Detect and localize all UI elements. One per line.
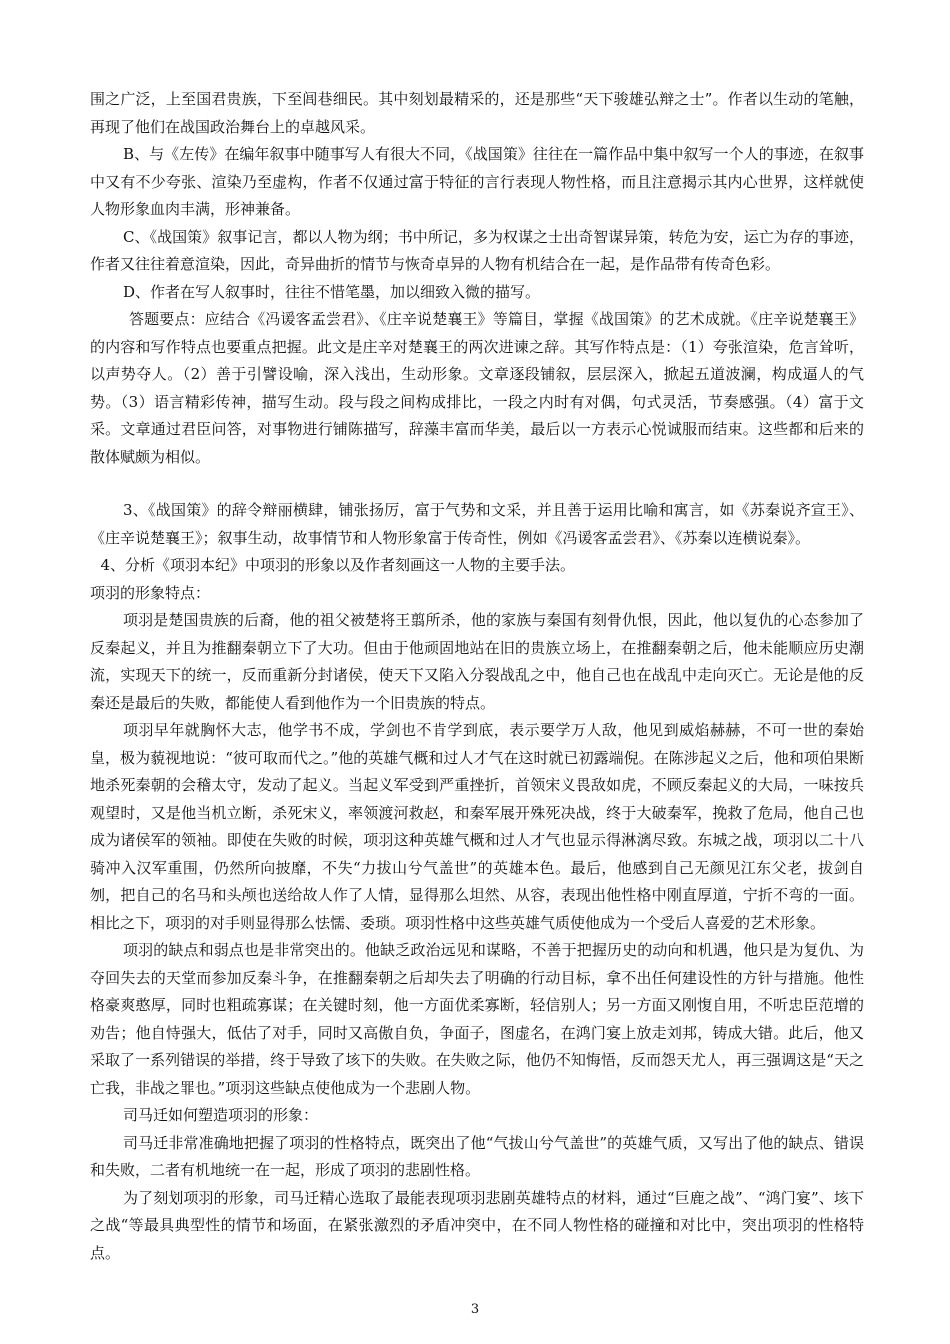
paragraph-sima-qian-material: 为了刻划项羽的形象，司马迁精心选取了最能表现项羽悲剧英雄特点的材料，通过“巨鹿之战”、“鸿门宴”、垓下之战“等最具典型性的情节和场面，在紧张激烈的矛盾冲突中，在不同人物性格的碰撞和对比中，突出项羽的性格特点。 — [90, 1188, 864, 1262]
paragraph-option-d: D、作者在写人叙事时，往往不惜笔墨，加以细致入微的描写。 — [123, 282, 541, 301]
page-number: 3 — [470, 1302, 480, 1317]
paragraph-question-4: 4、分析《项羽本纪》中项羽的形象以及作者刻画这一人物的主要手法。 — [100, 556, 576, 574]
paragraph-option-c: C、《战国策》叙事记言，都以人物为纲；书中所记，多为权谋之士出奇智谋异策，转危为安，运亡为存的事迹，作者又往往着意渲染，因此，奇异曲折的情节与恢奇卓异的人物有机结合在一起，是作品带有传奇色彩。 — [90, 227, 864, 273]
paragraph-gap — [90, 471, 864, 497]
paragraph-xiangyu-flaws: 项羽的缺点和弱点也是非常突出的。他缺乏政治远见和谋略，不善于把握历史的动向和机遇，他只是为复仇、为夺回失去的天堂而参加反秦斗争，在推翻秦朝之后却失去了明确的行动目标，拿不出任何建设性的方针与措施。他性格豪爽憨厚，同时也粗疏寡谋；在关键时刻，他一方面优柔寡断，轻信别人；另一方面又刚愎自用，不听忠臣范增的劝告；他自恃强大，低估了对手，同时又高傲自负，争面子，图虚名，在鸿门宴上放走刘邦，铸成大错。此后，他又采取了一系列错误的举措，终于导致了垓下的失败。在失败之际，他仍不知悔悟，反而怨天尤人，再三强调这是“天之亡我，非战之罪也。”项羽这些缺点使他成为一个悲剧人物。 — [90, 941, 864, 1097]
heading-xiangyu-traits: 项羽的形象特点： — [90, 583, 211, 602]
paragraph-xiangyu-heroism: 项羽早年就胸怀大志，他学书不成，学剑也不肯学到底，表示要学万人敌，他见到威焰赫赫，不可一世的秦始皇，极为藐视地说：“彼可取而代之。”他的英雄气概和过人才气在这时就已初露端倪。在陈涉起义之后，他和项伯果断地杀死秦朝的会稽太守，发动了起义。当起义军受到严重挫折，首领宋义畏敌如虎，不顾反秦起义的大局，一味按兵观望时，又是他当机立断，杀死宋义，率领渡河救赵，和秦军展开殊死决战，终于大破秦军，挽救了危局，他自己也成为诸侯军的领袖。即使在失败的时候，项羽这种英雄气概和过人才气也显示得淋漓尽致。东城之战，项羽以二十八骑冲入汉军重围，仍然所向披靡，不失“力拔山兮气盖世”的英雄本色。最后，他感到自己无颜见江东父老，拔剑自刎，把自己的名马和头颅也送给故人作了人情，显得那么坦然、从容，表现出他性格中刚直厚道，宁折不弯的一面。相比之下，项羽的对手则显得那么怯懦、委琐。项羽性格中这些英雄气质使他成为一个受后人喜爱的艺术形象。 — [90, 721, 864, 932]
paragraph-1: 围之广泛，上至国君贵族，下至闾巷细民。其中刻划最精采的，还是那些“天下骏雄弘辩之士”。作者以生动的笔触，再现了他们在战国政治舞台上的卓越风采。 — [90, 90, 864, 136]
paragraph-option-b: B、与《左传》在编年叙事中随事写人有很大不同，《战国策》往往在一篇作品中集中叙写一个人的事迹，在叙事中又有不少夸张、渲染乃至虚构，作者不仅通过富于特征的言行表现人物性格，而且注意揭示其内心世界，这样就使人物形象血肉丰满，形神兼备。 — [90, 145, 864, 218]
paragraph-xiangyu-origin: 项羽是楚国贵族的后裔，他的祖父被楚将王翦所杀，他的家族与秦国有刻骨仇恨，因此，他以复仇的心态参加了反秦起义，并且为推翻秦朝立下了大功。但由于他顽固地站在旧的贵族立场上，在推翻秦朝之后，他未能顺应历史潮流，实现天下的统一，反而重新分封诸侯，使天下又陷入分裂战乱之中，他自己也在战乱中走向灭亡。无论是他的反秦还是最后的失败，都能使人看到他作为一个旧贵族的特点。 — [90, 611, 864, 712]
paragraph-answer-points: 答题要点：应结合《冯谖客孟尝君》、《庄辛说楚襄王》等篇目，掌握《战国策》的艺术成就。《庄辛说楚襄王》的内容和写作特点也要重点把握。此文是庄辛对楚襄王的两次进谏之辞。其写作特点是：（1）夸张渲染，危言耸听，以声势夺人。（2）善于引譬设喻，深入浅出，生动形象。文章逐段铺叙，层层深入，掀起五道波澜，构成逼人的气势。（3）语言精彩传神，描写生动。段与段之间构成排比，一段之内时有对偶，句式灵活，节奏感强。（4）富于文采。文章通过君臣问答，对事物进行铺陈描写，辞藻丰富而华美，最后以一方表示心悦诚服而结束。这些都和后来的散体赋颇为相似。 — [90, 310, 864, 466]
paragraph-sima-qian-character: 司马迁非常准确地把握了项羽的性格特点，既突出了他“气拔山兮气盖世”的英雄气质，又写出了他的缺点、错误和失败，二者有机地统一在一起，形成了项羽的悲剧性格。 — [90, 1133, 864, 1179]
paragraph-question-3: 3、《战国策》的辞令辩丽横肆，铺张扬厉，富于气势和文采，并且善于运用比喻和寓言，如《苏秦说齐宣王》、《庄辛说楚襄王》；叙事生动，故事情节和人物形象富于传奇性，例如《冯谖客孟尝君》、《苏秦以连横说秦》。 — [90, 501, 864, 547]
heading-sima-qian-method: 司马迁如何塑造项羽的形象： — [123, 1106, 319, 1124]
document-body — [90, 86, 864, 1267]
